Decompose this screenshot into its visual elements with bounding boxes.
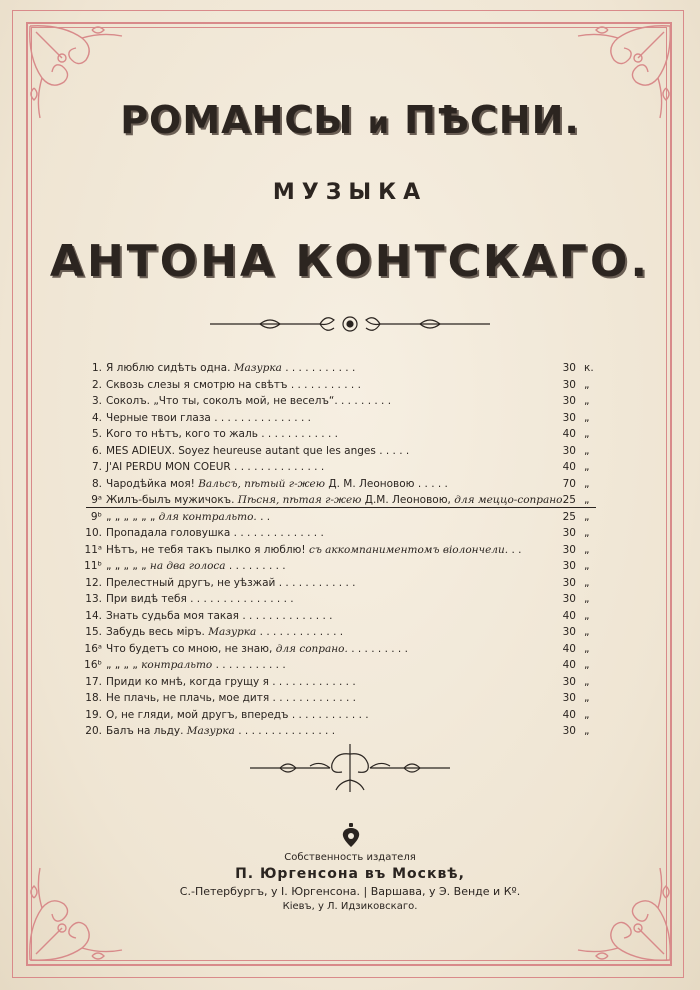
song-number: 2. — [91, 378, 102, 391]
song-price: 40 — [562, 428, 576, 440]
song-title-group — [106, 591, 294, 608]
song-title-group — [106, 723, 335, 740]
price-unit: „ — [584, 428, 590, 440]
song-number: 19. — [85, 708, 102, 721]
song-extra: Д.М. Леоновою, — [364, 494, 451, 506]
price-unit: „ — [584, 477, 590, 490]
song-title: Чародѣйка моя! — [106, 477, 195, 490]
song-number: 10. — [85, 527, 102, 539]
song-title: Черные твои глаза — [106, 411, 211, 424]
song-row — [84, 360, 604, 377]
song-title-group — [106, 426, 338, 443]
song-title-group — [106, 509, 270, 526]
price-unit: „ — [584, 692, 590, 704]
song-price: 25 — [562, 510, 576, 523]
song-note: контральто — [141, 659, 213, 671]
song-title: О, не гляди, мой другъ, впередъ — [106, 708, 289, 721]
song-row — [84, 443, 604, 460]
song-number: 9ᵇ — [90, 510, 102, 523]
song-price: 30 — [562, 593, 576, 605]
song-number: 11ᵃ — [84, 543, 102, 556]
song-price: 30 — [562, 675, 576, 688]
song-note: на два голоса — [149, 560, 226, 572]
price-unit: „ — [584, 444, 590, 457]
leader-dots: . . . . . . . . — [341, 395, 392, 407]
price-unit: „ — [584, 576, 590, 589]
price-unit: „ — [584, 626, 590, 638]
song-row — [84, 624, 604, 641]
composer-name: АНТОНА КОНТСКАГО. — [49, 236, 651, 287]
song-number: 3. — [91, 395, 102, 407]
song-title: MES ADIEUX. Soyez heureuse autant que les anges — [106, 444, 376, 457]
leader-dots: . . . . . . . . . . . . . — [272, 675, 356, 688]
song-note: Вальсъ, пѣтый г-жею — [198, 477, 326, 490]
song-price: 30 — [562, 444, 576, 457]
song-price: 40 — [562, 609, 576, 622]
song-title: „ „ „ „ — [106, 659, 138, 671]
price-unit: „ — [584, 543, 590, 556]
song-price: 40 — [562, 461, 576, 473]
song-row — [84, 542, 604, 559]
price-unit: „ — [584, 378, 590, 391]
leader-dots: . . . . . . . . . — [351, 642, 408, 655]
song-title-group — [106, 608, 332, 625]
price-unit: „ — [584, 675, 590, 688]
song-title: Балъ на льду. — [106, 725, 184, 737]
song-number: 16ᵃ — [84, 642, 102, 655]
song-number: 1. — [91, 362, 102, 374]
song-title-group — [106, 393, 391, 410]
song-price: 30 — [562, 626, 576, 638]
song-number: 4. — [91, 411, 102, 424]
song-row — [84, 608, 604, 625]
price-unit: „ — [584, 593, 590, 605]
song-list — [84, 360, 604, 740]
leader-dots: . . . . . . . . . . . . . . — [242, 609, 333, 622]
leader-dots: . . . . . . . . . . . . — [291, 708, 369, 721]
double-headed-eagle-icon — [340, 822, 362, 848]
leader-dots: . . — [260, 510, 271, 523]
song-note: Мазурка — [208, 626, 257, 638]
song-row — [84, 509, 604, 526]
song-row — [84, 377, 604, 394]
song-title: Пропадала головушка — [106, 527, 231, 539]
song-number: 6. — [91, 444, 102, 457]
song-title-group — [106, 657, 286, 674]
song-row — [84, 558, 604, 575]
song-price: 40 — [562, 659, 576, 671]
song-title-group — [106, 377, 361, 394]
song-title: При видѣ тебя — [106, 593, 187, 605]
song-note: съ аккомпаниментомъ віолончели. — [308, 543, 509, 556]
song-title-group — [106, 558, 286, 575]
song-title: J'AI PERDU MON COEUR — [106, 461, 231, 473]
song-row — [84, 393, 604, 410]
song-title: Жилъ-былъ мужичокъ. — [106, 494, 235, 506]
title-and: и — [367, 106, 390, 141]
bottom-ornament-icon — [240, 740, 460, 796]
song-number: 15. — [85, 626, 102, 638]
song-number: 11ᵇ — [84, 560, 102, 572]
price-unit: „ — [584, 395, 590, 407]
song-note2: для меццо-сопрано. — [454, 494, 566, 506]
song-note2: для контральто. — [158, 510, 257, 523]
price-unit: „ — [584, 609, 590, 622]
song-title-group — [106, 459, 324, 476]
song-title: „ „ „ „ „ — [106, 560, 147, 572]
song-price: 30 — [562, 576, 576, 589]
price-unit: „ — [584, 510, 590, 523]
song-title-group — [106, 542, 521, 559]
song-price: 30 — [562, 543, 576, 556]
leader-dots: . . . . . . . . . . . . — [278, 576, 356, 589]
leader-dots: . . . . . . . . . . . . . . — [234, 461, 325, 473]
song-extra: Д. М. Леоновою — [328, 477, 415, 490]
song-title: Нѣтъ, не тебя такъ пылко я люблю! — [106, 543, 306, 556]
song-note: для сопрано. — [275, 642, 348, 655]
song-price: 70 — [562, 477, 576, 490]
divider-ornament-icon — [200, 310, 500, 338]
publisher-branches: С.-Петербургъ, у I. Юргенсона. | Варшава, у Э. Венде и Кº. — [179, 885, 521, 898]
song-price: 30 — [562, 411, 576, 424]
song-row — [84, 492, 604, 509]
song-title-group — [106, 674, 356, 691]
leader-dots: . . . . . . . . . . . — [285, 362, 356, 374]
song-row — [84, 410, 604, 427]
song-row — [84, 459, 604, 476]
song-title: Знать судьба моя такая — [106, 609, 239, 622]
subtitle: МУЗЫКА — [272, 180, 428, 205]
song-price: 40 — [562, 642, 576, 655]
song-number: 8. — [91, 477, 102, 490]
publisher-kiev: Кіевъ, у Л. Идзиковскаго. — [282, 901, 418, 912]
price-unit: „ — [584, 708, 590, 721]
song-number: 5. — [91, 428, 102, 440]
leader-dots: . . . . . — [379, 444, 410, 457]
song-price: 30 — [562, 527, 576, 539]
song-price: 25 — [562, 494, 576, 506]
song-title: Соколъ. „Что ты, соколъ мой, не веселъ“. — [106, 395, 338, 407]
leader-dots: . . . . . . . . . . . . . — [272, 692, 356, 704]
leader-dots: . . . . . . . . . . . . . . . . — [190, 593, 294, 605]
song-title-group — [106, 641, 408, 658]
song-row — [84, 690, 604, 707]
song-title: „ „ „ „ „ „ — [106, 510, 156, 523]
song-title-group — [106, 410, 311, 427]
leader-dots: . . . . . . . . . . . . — [261, 428, 339, 440]
song-title-group — [106, 443, 409, 460]
song-number: 14. — [85, 609, 102, 622]
song-title: Приди ко мнѣ, когда грущу я — [106, 675, 269, 688]
price-unit: „ — [584, 411, 590, 424]
leader-dots: . . . . . . . . . . . . . . . — [238, 725, 336, 737]
song-note: Пѣсня, пѣтая г-жею — [237, 494, 362, 506]
song-number: 17. — [85, 675, 102, 688]
song-number: 16ᵇ — [84, 659, 102, 671]
song-title-group — [106, 624, 343, 641]
song-number: 20. — [85, 725, 102, 737]
song-title: Кого то нѣтъ, кого то жаль — [106, 428, 258, 440]
song-title: Не плачь, не плачь, мое дитя — [106, 692, 270, 704]
leader-dots: . . . . . . . . . . . — [215, 659, 286, 671]
song-number: 13. — [85, 593, 102, 605]
song-row — [84, 575, 604, 592]
page-title — [0, 98, 700, 142]
price-unit: „ — [584, 725, 590, 737]
song-title: Сквозь слезы я смотрю на свѣтъ — [106, 378, 288, 391]
song-row — [84, 641, 604, 658]
song-row — [84, 525, 604, 542]
song-number: 9ᵃ — [91, 494, 102, 506]
leader-dots: . . . . . . . . . . . . . . . — [214, 411, 311, 424]
song-row — [84, 426, 604, 443]
publisher-name: П. Юргенсона въ Москвѣ, — [235, 866, 465, 882]
song-title-group — [106, 707, 369, 724]
price-unit: „ — [584, 560, 590, 572]
song-title: Прелестный другъ, не уѣзжай — [106, 576, 276, 589]
song-price: 40 — [562, 708, 576, 721]
price-unit: „ — [584, 494, 590, 506]
price-unit: к. — [584, 362, 594, 374]
price-unit: „ — [584, 642, 590, 655]
leader-dots: . . . . . . . . . . . . . . — [233, 527, 324, 539]
leader-dots: . . . . . . . . . — [228, 560, 286, 572]
title-main: РОМАНСЫ — [120, 98, 354, 142]
song-number: 7. — [91, 461, 102, 473]
song-title-group — [106, 575, 356, 592]
song-price: 30 — [562, 362, 576, 374]
song-row — [84, 657, 604, 674]
song-title-group — [106, 690, 356, 707]
song-title: Я люблю сидѣть одна. — [106, 362, 231, 374]
song-title-group — [106, 492, 566, 509]
price-unit: „ — [584, 461, 590, 473]
song-price: 30 — [562, 725, 576, 737]
song-note: Мазурка — [233, 362, 282, 374]
leader-dots: . . — [511, 543, 522, 556]
song-price: 30 — [562, 378, 576, 391]
song-price: 30 — [562, 395, 576, 407]
leader-dots: . . . . . . . . . . . . . — [259, 626, 344, 638]
price-unit: „ — [584, 527, 590, 539]
song-price: 30 — [562, 560, 576, 572]
leader-dots: . . . . . . . . . . . — [290, 378, 361, 391]
song-number: 12. — [85, 576, 102, 589]
song-row — [84, 723, 604, 740]
song-title-group — [106, 476, 448, 493]
song-title-group — [106, 525, 324, 542]
publisher-label: Собственность издателя — [284, 852, 416, 863]
song-title: Забудь весь міръ. — [106, 626, 205, 638]
song-number: 18. — [85, 692, 102, 704]
price-unit: „ — [584, 659, 590, 671]
song-row — [84, 476, 604, 493]
song-note: Мазурка — [186, 725, 235, 737]
song-row — [84, 591, 604, 608]
song-price: 30 — [562, 692, 576, 704]
song-title-group — [106, 360, 355, 377]
leader-dots: . . . . . — [417, 477, 448, 490]
song-row — [84, 707, 604, 724]
song-row — [84, 674, 604, 691]
song-title: Что будетъ со мною, не знаю, — [106, 642, 273, 655]
title-second: ПѢСНИ. — [404, 98, 580, 142]
